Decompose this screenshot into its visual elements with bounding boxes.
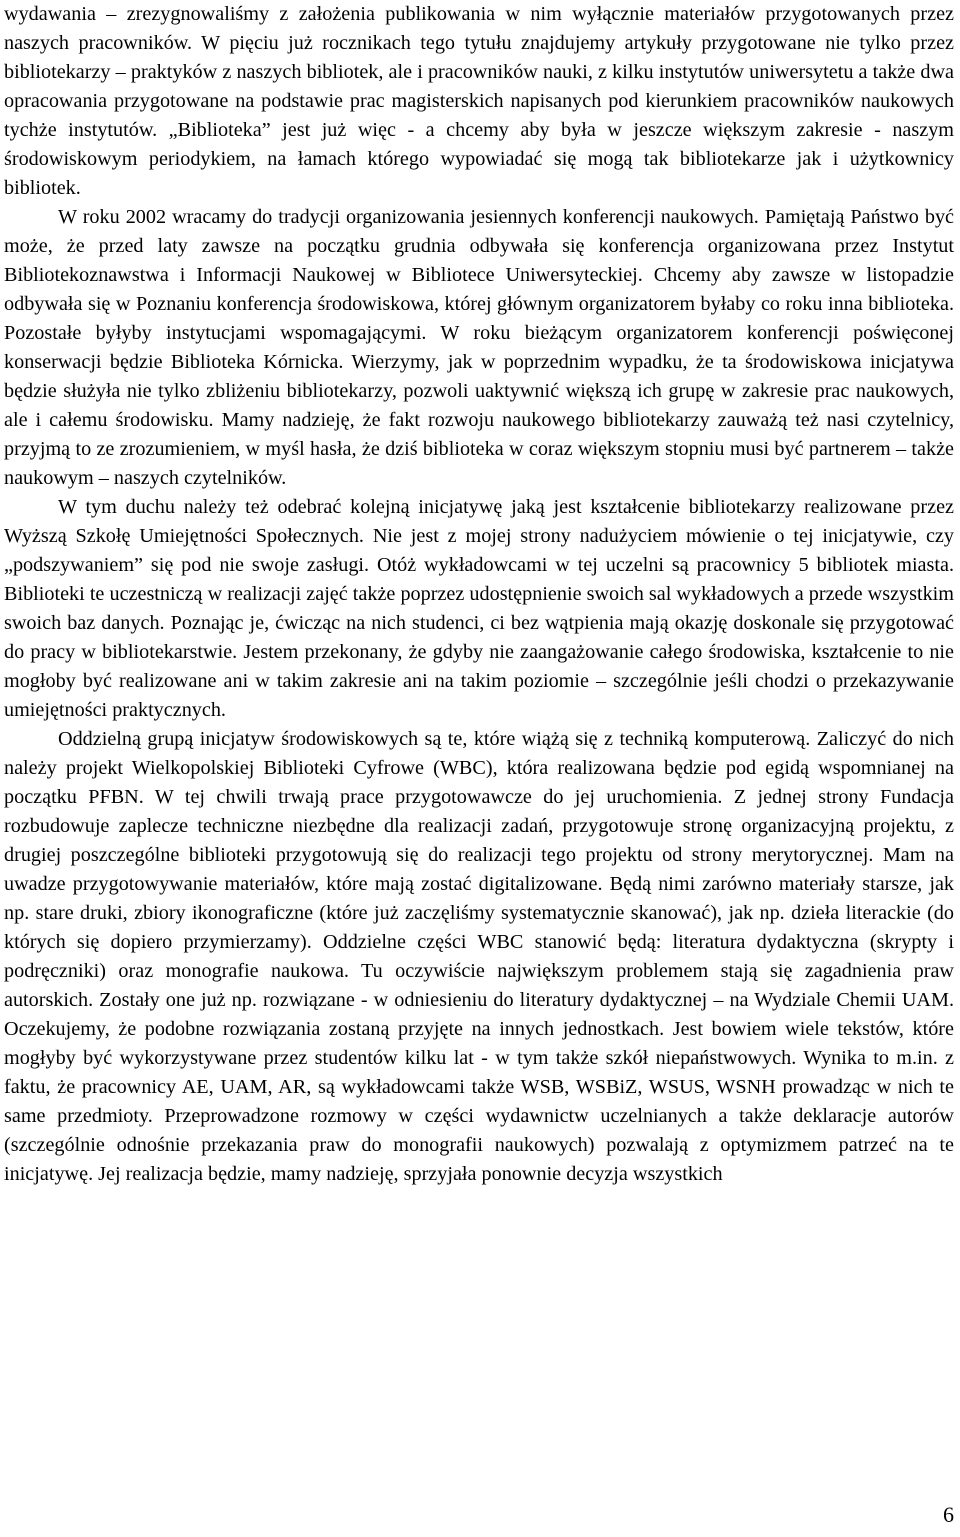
paragraph-2: W roku 2002 wracamy do tradycji organizowania jesiennych konferencji naukowych. Pamiętają Państwo być może, że przed laty zawsze na początku grudnia odbywała się konferencja organizowana przez Instytut Bibliotekoznawstwa i Informacji Naukowej w Bibliotece Uniwersyteckiej. Chcemy aby zawsze w listopadzie odbywała się w Poznaniu konferencja środowiskowa, której głównym organizatorem byłaby co roku inna biblioteka. Pozostałe byłyby instytucjami wspomagającymi. W roku bieżącym organizatorem konferencji poświęconej konserwacji będzie Biblioteka Kórnicka. Wierzymy, jak w poprzednim wypadku, że ta środowiskowa inicjatywa będzie służyła nie tylko zbliżeniu bibliotekarzy, pozwoli uaktywnić większą ich grupę w zakresie prac naukowych, ale i całemu środowisku. Mamy nadzieję, że fakt rozwoju naukowego bibliotekarzy zauważą też nasi czytelnicy, przyjmą to ze zrozumieniem, w myśl hasła, że dziś biblioteka w coraz większym stopniu musi być partnerem – także naukowym – naszych czytelników. xyxy=(4,206,954,489)
paragraph-3: W tym duchu należy też odebrać kolejną inicjatywę jaką jest kształcenie bibliotekarzy realizowane przez Wyższą Szkołę Umiejętności Społecznych. Nie jest z mojej strony nadużyciem mówienie o tej inicjatywie, czy „podszywaniem” się pod nie swoje zasługi. Otóż wykładowcami w tej uczelni są pracownicy 5 bibliotek miasta. Biblioteki te uczestniczą w realizacji zajęć także poprzez udostępnienie swoich sal wykładowych a przede wszystkim swoich baz danych. Poznając je, ćwicząc na nich studenci, ci bez wątpienia mają okazję doskonale się przygotować do pracy w bibliotekarstwie. Jestem przekonany, że gdyby nie zaangażowanie całego środowiska, kształcenie to nie mogłoby być realizowane ani w takim zakresie ani na takim poziomie – szczególnie jeśli chodzi o przekazywanie umiejętności praktycznych. xyxy=(4,496,954,721)
paragraph-1: wydawania – zrezygnowaliśmy z założenia publikowania w nim wyłącznie materiałów przygotowanych przez naszych pracowników. W pięciu już rocznikach tego tytułu znajdujemy artykuły przygotowane nie tylko przez bibliotekarzy – praktyków z naszych bibliotek, ale i pracowników nauki, z kilku instytutów uniwersytetu a także dwa opracowania przygotowane na podstawie prac magisterskich napisanych pod kierunkiem pracowników naukowych tychże instytutów. „Biblioteka” jest już więc - a chcemy aby była w jeszcze większym zakresie - naszym środowiskowym periodykiem, na łamach którego wypowiadać się mogą tak bibliotekarze jak i użytkownicy bibliotek. xyxy=(4,3,954,199)
page-number: 6 xyxy=(943,1502,954,1527)
document-page xyxy=(4,0,954,1189)
paragraph-4: Oddzielną grupą inicjatyw środowiskowych są te, które wiążą się z techniką komputerową. Zaliczyć do nich należy projekt Wielkopolskiej Biblioteki Cyfrowe (WBC), która realizowana będzie pod egidą wspomnianej na początku PFBN. W tej chwili trwają prace przygotowawcze do jej uruchomienia. Z jednej strony Fundacja rozbudowuje zaplecze techniczne niezbędne dla realizacji zadań, przygotowuje stronę organizacyjną projektu, z drugiej poszczególne biblioteki przygotowują się do realizacji tego projektu od strony merytorycznej. Mam na uwadze przygotowywanie materiałów, które mają zostać digitalizowane. Będą nimi zarówno materiały starsze, jak np. stare druki, zbiory ikonograficzne (które już zaczęliśmy systematycznie skanować), jak np. dzieła literackie (do których się dopiero przymierzamy). Oddzielne części WBC stanowić będą: literatura dydaktyczna (skrypty i podręczniki) oraz monografie naukowa. Tu oczywiście największym problemem stają się zagadnienia praw autorskich. Zostały one już np. rozwiązane - w odniesieniu do literatury dydaktycznej – na Wydziale Chemii UAM. Oczekujemy, że podobne rozwiązania zostaną przyjęte na innych jednostkach. Jest bowiem wiele tekstów, które mogłyby być wykorzystywane przez studentów kilku lat - w tym także szkół niepaństwowych. Wynika to m.in. z faktu, że pracownicy AE, UAM, AR, są wykładowcami także WSB, WSBiZ, WSUS, WSNH prowadząc w nich te same przedmioty. Przeprowadzone rozmowy w części wydawnictw uczelnianych a także deklaracje autorów (szczególnie odnośnie przekazania praw do monografii naukowych) pozwalają z optymizmem patrzeć na te inicjatywę. Jej realizacja będzie, mamy nadzieję, sprzyjała ponownie decyzja wszystkich xyxy=(4,728,954,1185)
